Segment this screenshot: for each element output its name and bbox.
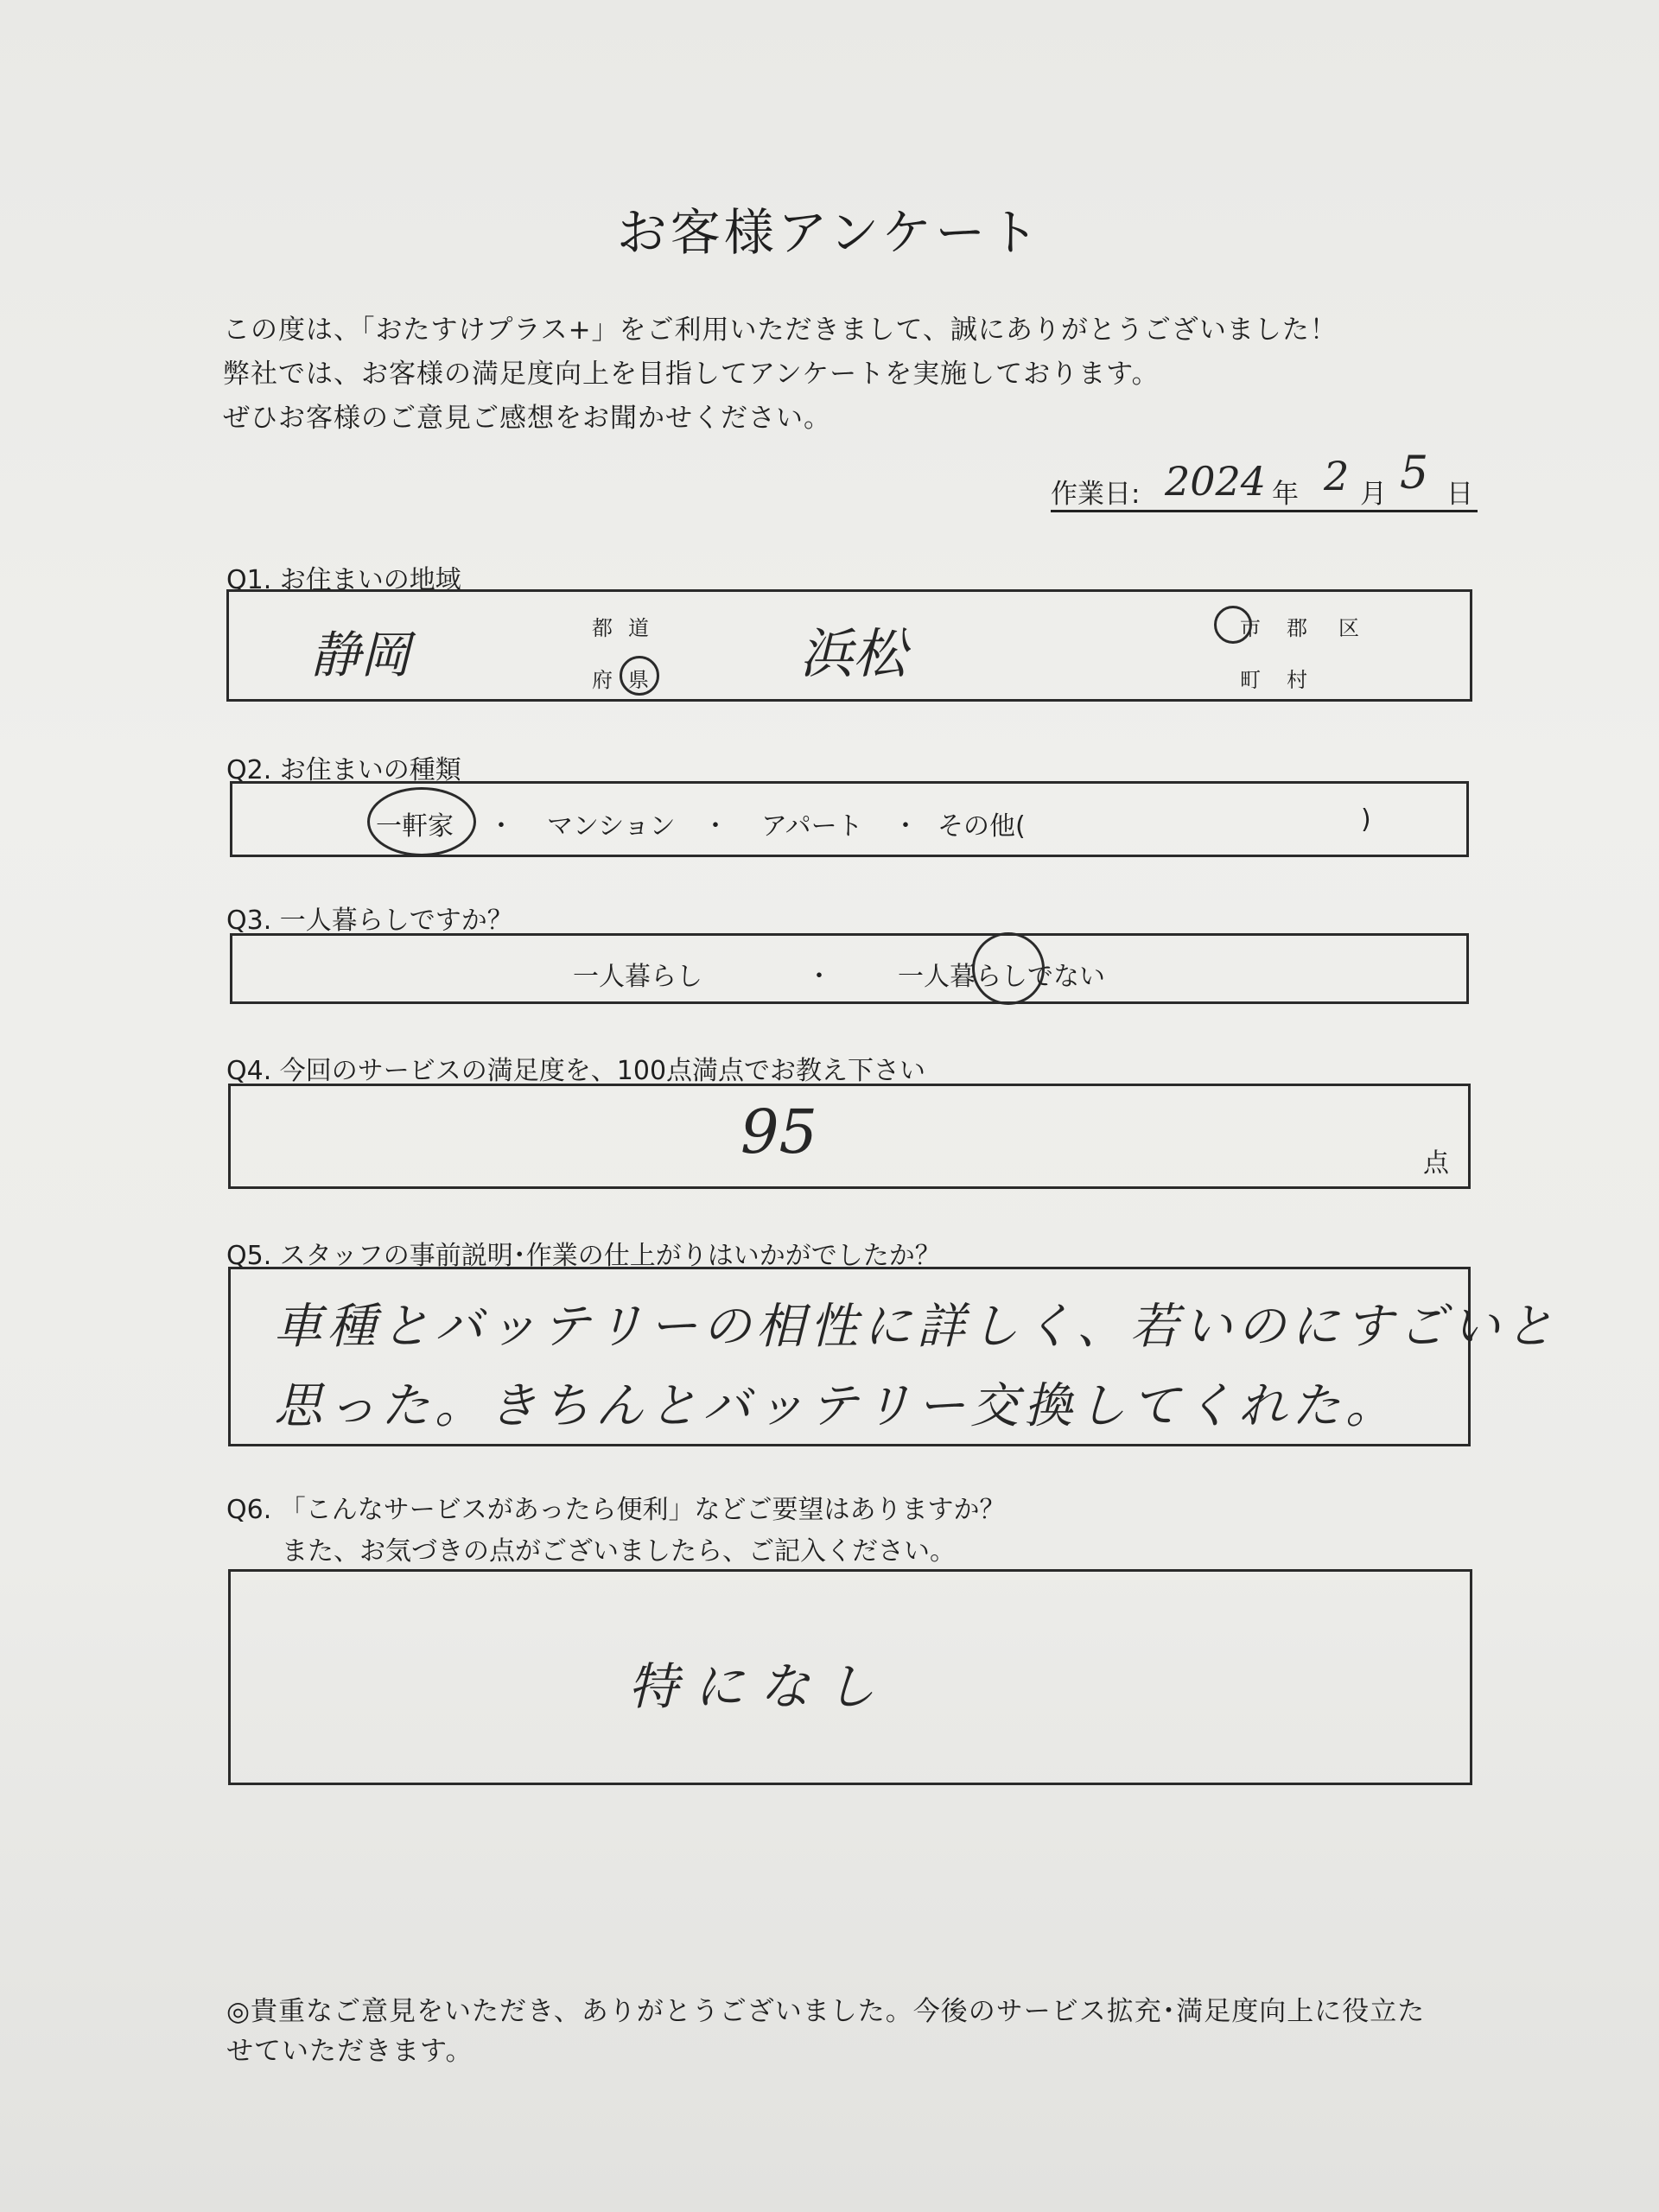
q2-label: Q2. お住まいの種類	[226, 755, 461, 785]
q4-answer-box	[228, 1084, 1471, 1189]
q3-sep: ・	[806, 962, 832, 992]
q1-prefecture: 静岡	[310, 626, 411, 684]
pref-fu: 府	[592, 668, 613, 692]
footer-line-1: ◎貴重なご意見をいただき、ありがとうございました。今後のサービス拡充･満足度向上に役立た	[226, 1996, 1426, 2027]
q2-sep-3: ・	[893, 811, 918, 842]
pref-ken: 県	[628, 668, 649, 692]
q3-answer-box	[230, 933, 1469, 1004]
date-month-unit: 月	[1360, 479, 1387, 510]
pref-to: 都	[592, 616, 613, 640]
q4-unit: 点	[1423, 1148, 1449, 1179]
city-cho: 町	[1240, 668, 1261, 692]
q1-city: 浜松	[799, 622, 907, 685]
intro-line-2: 弊社では、お客様の満足度向上を目指してアンケートを実施しております。	[223, 359, 1160, 390]
date-label: 作業日:	[1051, 479, 1141, 510]
date-day: 5	[1400, 448, 1429, 499]
q3-option-not-alone: 一人暮らしでない	[898, 962, 1105, 992]
city-son: 村	[1287, 668, 1307, 692]
page-title: お客様アンケート	[616, 203, 1043, 262]
q2-other-close: )	[1361, 804, 1371, 835]
date-year: 2024	[1165, 458, 1267, 505]
pref-do: 道	[628, 616, 649, 640]
q5-answer-line-2: 思った。きちんとバッテリー交換してくれた。	[274, 1378, 1399, 1434]
date-month: 2	[1324, 453, 1350, 499]
q5-answer-line-1: 車種とバッテリーの相性に詳しく、若いのにすごいと	[274, 1299, 1559, 1355]
q1-label: Q1. お住まいの地域	[226, 565, 461, 595]
q2-sep-2: ・	[702, 811, 728, 842]
q6-answer-box	[228, 1569, 1472, 1785]
work-date	[1051, 448, 1478, 512]
q2-option-other: その他(	[938, 811, 1026, 842]
city-gun: 郡	[1287, 616, 1307, 640]
q4-score: 95	[741, 1096, 818, 1167]
q6-label-line-1: Q6. 「こんなサービスがあったら便利」などご要望はありますか？	[226, 1495, 1006, 1525]
q6-answer: 特になし	[628, 1657, 892, 1716]
q2-option-mansion: マンション	[547, 811, 676, 842]
q5-answer-box	[228, 1267, 1559, 1446]
intro-line-1: この度は、「おたすけプラス+」をご利用いただきまして、誠にありがとうございました！	[223, 315, 1338, 346]
shi-selected-mark	[1214, 606, 1252, 644]
q5-label: Q5. スタッフの事前説明･作業の仕上がりはいかがでしたか？	[226, 1241, 941, 1271]
q3-label: Q3. 一人暮らしですか？	[226, 906, 513, 936]
city-shi: 市	[1240, 616, 1261, 640]
q2-sep-1: ・	[488, 811, 514, 842]
q6-label-line-2: また、お気づきの点がございましたら、ご記入ください。	[282, 1536, 956, 1567]
intro-line-3: ぜひお客様のご意見ご感想をお聞かせください。	[223, 403, 831, 434]
q4-label: Q4. 今回のサービスの満足度を、100点満点でお教え下さい	[226, 1056, 926, 1086]
footer-line-2: せていただきます。	[226, 2036, 474, 2067]
city-ku: 区	[1338, 616, 1359, 640]
q1-answer-box	[226, 589, 1472, 702]
ken-selected-mark	[620, 656, 659, 696]
date-day-unit: 日	[1446, 479, 1473, 510]
q3-option-alone: 一人暮らし	[573, 962, 702, 992]
q2-option-ikkenya: 一軒家	[376, 811, 454, 842]
q2-answer-box	[230, 781, 1469, 857]
q2-option-apart: アパート	[761, 811, 863, 842]
ikkenya-selected-mark	[367, 787, 476, 856]
date-year-unit: 年	[1272, 479, 1299, 510]
not-alone-selected-mark	[972, 932, 1045, 1005]
